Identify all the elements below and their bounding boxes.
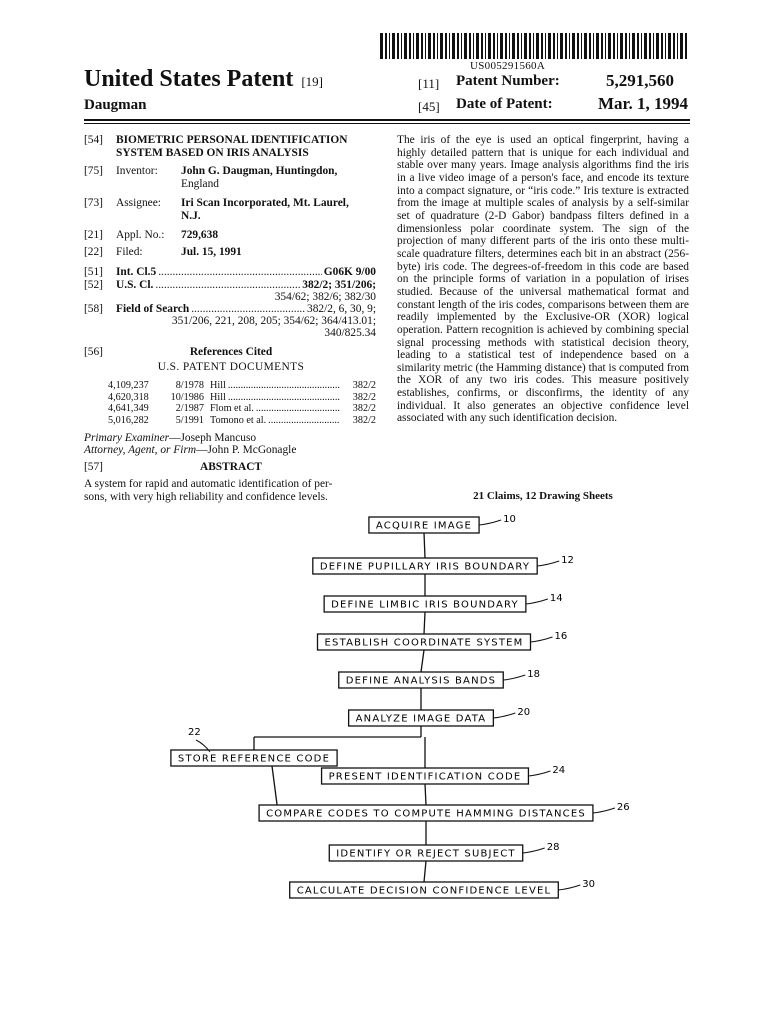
search-line2: 351/206, 221, 208, 205; 354/62; 364/413.01; [171,315,376,327]
barcode-bar [428,33,431,59]
date-code: [45] [418,99,440,114]
barcode-bar [569,33,570,59]
barcode-bar [613,33,615,59]
barcode-bar [644,33,647,59]
examiner-label: Primary Examiner [84,432,170,444]
flow-step-box [290,882,559,898]
reference-inventor: Hill [210,391,226,403]
assignee-code: [73] [84,197,103,209]
patent-office-title [84,66,323,93]
barcode-bar [397,33,399,59]
reference-date: 8/1978 [175,380,204,391]
flow-step-box [313,558,537,574]
barcode-bar [517,33,519,59]
barcode-bar [413,33,414,59]
reference-inventor: Hill [210,380,226,391]
flow-step-label: ACQUIRE IMAGE [375,520,473,532]
barcode-bar [605,33,606,59]
flow-step-box [339,672,503,688]
title-code: [54] [84,134,103,146]
barcode-bar [425,33,426,59]
flow-connector [272,766,277,805]
search-value: 382/2, 6, 30, 9; [307,303,376,315]
barcode-bar [680,33,683,59]
barcode-bar [488,33,491,59]
flow-step-label: PRESENT IDENTIFICATION CODE [328,771,522,783]
flow-ref-leader [531,637,553,642]
reference-class: 382/2 [352,403,376,414]
barcode-bar [548,33,551,59]
barcode-bar [416,33,419,59]
barcode-bar [593,33,594,59]
flow-step-label: DEFINE PUPILLARY IRIS BOUNDARY [319,561,531,573]
date-of-patent: Mar. 1, 1994 [598,94,689,113]
barcode-bar [457,33,459,59]
filed-date: Jul. 15, 1991 [181,246,242,258]
barcode-bar [632,33,635,59]
flow-step-box [259,805,593,821]
flow-step-label: CALCULATE DECISION CONFIDENCE LEVEL [296,885,552,897]
search-line3: 340/825.34 [324,327,376,339]
flow-connector [425,784,426,805]
barcode-bar [449,33,450,59]
barcode-bar [521,33,522,59]
barcode-bar [392,33,395,59]
flow-ref-leader [479,520,501,525]
refs-heading: References Cited [189,346,273,358]
abstract-line2: sons, with very high reliability and confidence levels. [84,491,328,503]
uscl-line2: 354/62; 382/6; 382/30 [274,291,376,303]
assignee-location: N.J. [181,210,201,222]
flow-ref-leader [493,713,515,718]
barcode-bar [581,33,582,59]
flow-step-label: DEFINE ANALYSIS BANDS [345,675,497,687]
barcode-bar [625,33,627,59]
flow-ref-number: 30 [582,879,596,890]
reference-class: 382/2 [352,391,376,403]
flow-step-box [329,845,522,861]
inventor-label: Inventor: [116,165,158,177]
flow-ref-leader [537,561,559,566]
barcode-bar [529,33,531,59]
flow-connector [424,861,426,882]
barcode-bar [596,33,599,59]
barcode-bar [445,33,447,59]
barcode-bar [476,33,479,59]
barcode-bar [545,33,546,59]
attorney-name: John P. McGonagle [207,444,297,456]
flow-step-box [318,634,531,650]
flow-connector [421,650,424,672]
flow-ref-leader [196,740,210,752]
appl-number: 729,638 [181,229,219,241]
barcode-bar [509,33,510,59]
barcode-bar [421,33,423,59]
flow-connector [424,612,425,634]
flow-ref-leader [526,599,548,604]
barcode-bar [653,33,654,59]
flow-ref-leader [558,885,580,890]
barcode-bar [389,33,390,59]
header-rule-thin [84,123,690,124]
invention-title-line2: SYSTEM BASED ON IRIS ANALYSIS [116,147,309,159]
leader-dots [158,266,322,279]
flow-connector [424,533,425,558]
flow-ref-leader [523,848,545,853]
intcl-value: G06K 9/00 [323,266,376,278]
intcl-row [116,266,376,279]
abstract-code: [57] [84,461,103,473]
refs-subheading: U.S. PATENT DOCUMENTS [157,361,305,373]
barcode-bar [385,33,387,59]
barcode-bar [452,33,455,59]
barcode-bar [601,33,603,59]
inventor-code: [75] [84,165,103,177]
date-label: Date of Patent: [456,96,553,112]
barcode-bar [661,33,663,59]
flow-ref-leader [593,808,615,813]
barcode-bar [493,33,495,59]
barcode-bar [481,33,483,59]
appl-label: Appl. No.: [116,229,165,241]
flow-ref-number: 22 [188,727,201,738]
barcode-bar [685,33,687,59]
flow-step-label: DEFINE LIMBIC IRIS BOUNDARY [331,599,519,611]
uscl-value: 382/2; 351/206; [302,279,376,291]
intcl-code: [51] [84,266,103,278]
barcode-bar [505,33,507,59]
inventor-name: John G. Daugman, Huntingdon, [181,165,338,177]
barcode-bar [512,33,515,59]
flow-step-label: ESTABLISH COORDINATE SYSTEM [324,637,524,649]
barcode-bar [380,33,383,59]
flow-ref-number: 26 [616,802,630,813]
barcode-bar [649,33,651,59]
reference-number: 4,620,318 [108,391,149,403]
uscl-code: [52] [84,279,103,291]
filed-code: [22] [84,246,103,258]
flow-step-label: COMPARE CODES TO COMPUTE HAMMING DISTANCES [266,808,586,820]
reference-date: 10/1986 [170,391,204,403]
barcode-bar [584,33,587,59]
barcode-bar [673,33,675,59]
barcode-bar [677,33,678,59]
barcode-bar [637,33,639,59]
barcode-bar [437,33,438,59]
flow-step-box [369,517,479,533]
barcode-bar [536,33,539,59]
flow-ref-number: 28 [546,842,560,853]
barcode-bar [533,33,534,59]
assignee-label: Assignee: [116,197,161,209]
barcode-bar [608,33,611,59]
barcode-bar [497,33,498,59]
abstract-continued: The iris of the eye is used an optical fingerprint, having a highly detailed pattern that is unique for each individual and stable over many years. Image analysis algorithms find the iris in a live video image of a person's face, and encode its texture into a compact signature, or “iris code.” Iris texture is extracted from the image at multiple scales of analysis by a self-similar set of quadrature (2-D Gabor) bandpass filters defined in a dimensionless polar coordinate system. The sign of the projection of many different parts of the iris onto these multi-scale quadrature filters, determines each bit in an abstract (256-byte) iris code. The degrees-of-freedom in this code are based on the principle forms of variation in a population of irises studied. Because of the universal mathematical format and constant length of the iris codes, comparisons between them are readily implemented by the Exclusive-OR (XOR) logical operation. Pattern recognition is achieved by combining special signal processing methods with statistical decision theory, leading to a statistical test of independence based on a similarity metric (the Hamming distance) that is computed from the XOR of any two iris codes. This measure positively establishes, confirms, or disconfirms, the identity of any individual. It also generates an objective confidence level associated with any such identification decision. [397,134,689,425]
flow-ref-leader [503,675,525,680]
abstract-heading: ABSTRACT [199,461,263,473]
barcode-bar [560,33,563,59]
barcode-bar [557,33,558,59]
assignee-name: Iri Scan Incorporated, Mt. Laurel, [181,197,349,209]
barcode-bar [617,33,618,59]
reference-inventor: Tomono et al. [210,414,267,426]
barcode-number: US005291560A [470,60,546,72]
header-rule [84,119,690,121]
barcode-bar [500,33,503,59]
patent-number-code: [11] [418,76,440,91]
barcode [380,33,688,59]
barcode-bar [524,33,527,59]
refs-code: [56] [84,346,103,358]
barcode-bar [553,33,555,59]
search-label: Field of Search [116,303,190,315]
uscl-label: U.S. Cl. [116,279,154,291]
barcode-bar [665,33,666,59]
flow-ref-number: 18 [527,669,540,680]
claims-summary: 21 Claims, 12 Drawing Sheets [473,490,613,502]
barcode-bar [469,33,471,59]
barcode-bar [485,33,486,59]
barcode-bar [473,33,474,59]
title-code: [19] [301,74,323,89]
primary-examiner: Primary Examiner—Joseph Mancuso [84,432,257,444]
filed-label: Filed: [116,246,143,258]
reference-class: 382/2 [352,414,376,426]
barcode-bar [464,33,467,59]
patent-number: 5,291,560 [606,71,674,90]
flow-step-box [322,768,529,784]
flow-ref-number: 16 [554,631,568,642]
examiner-name: Joseph Mancuso [180,432,257,444]
barcode-bar [409,33,411,59]
flow-ref-number: 20 [517,707,531,718]
title-text: United States Patent [84,66,294,92]
reference-inventor: Flom et al. [210,403,254,414]
barcode-bar [577,33,579,59]
barcode-bar [656,33,659,59]
barcode-bar [629,33,630,59]
flow-step-label: IDENTIFY OR REJECT SUBJECT [336,848,516,860]
flow-ref-number: 12 [561,555,574,566]
flow-ref-number: 24 [552,765,566,776]
flow-step-label: STORE REFERENCE CODE [177,753,331,765]
attorney-label: Attorney, Agent, or Firm [84,444,197,456]
abstract-line1: A system for rapid and automatic identification of per- [84,478,333,490]
flow-ref-number: 14 [549,593,563,604]
barcode-bar [440,33,443,59]
reference-number: 4,109,237 [108,380,149,391]
patent-number-label: Patent Number: [456,73,560,89]
flow-ref-leader [528,771,550,776]
attorney: Attorney, Agent, or Firm—John P. McGonagle [84,444,297,456]
barcode-bar [572,33,575,59]
appl-code: [21] [84,229,103,241]
inventor-surname: Daugman [84,97,147,113]
inventor-location: England [181,178,219,190]
leader-dots [268,414,340,427]
barcode-bar [620,33,623,59]
flow-step-box [324,596,526,612]
barcode-bar [404,33,407,59]
reference-date: 5/1991 [175,414,204,426]
barcode-bar [461,33,462,59]
reference-date: 2/1987 [175,403,204,414]
invention-title-line1: BIOMETRIC PERSONAL IDENTIFICATION [116,134,348,146]
barcode-bar [641,33,642,59]
reference-class: 382/2 [352,380,376,391]
flow-step-box [349,710,494,726]
flow-ref-number: 10 [503,514,516,525]
barcode-bar [565,33,567,59]
barcode-bar [401,33,402,59]
flow-step-box [171,750,337,766]
intcl-label: Int. Cl.5 [116,266,157,278]
barcode-bar [541,33,543,59]
reference-number: 5,016,282 [108,414,149,426]
search-code: [58] [84,303,103,315]
reference-number: 4,641,349 [108,403,149,414]
barcode-bar [433,33,435,59]
barcode-bar [668,33,671,59]
reference-row [108,414,376,427]
flow-step-label: ANALYZE IMAGE DATA [355,713,487,725]
barcode-bar [589,33,591,59]
